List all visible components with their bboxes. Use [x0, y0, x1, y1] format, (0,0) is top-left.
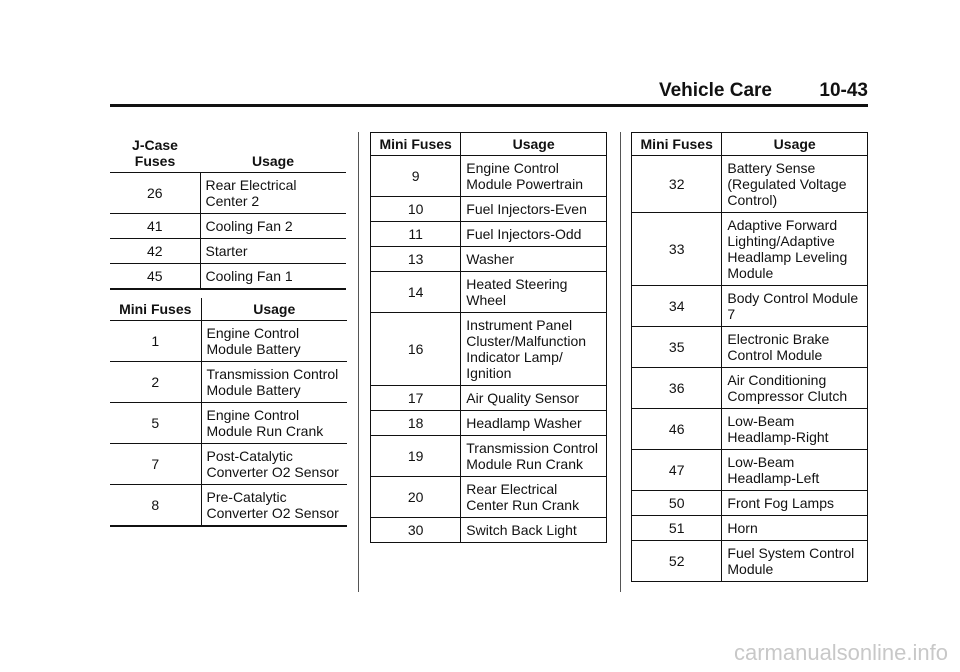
fuse-usage: Battery Sense (Regulated Voltage Control): [722, 156, 868, 213]
table-row: [371, 197, 607, 222]
page-header: [110, 80, 868, 100]
fuse-usage: Washer: [461, 247, 607, 272]
fuse-number: 19: [371, 436, 461, 477]
fuse-number: 36: [632, 368, 722, 409]
fuse-usage: Switch Back Light: [461, 518, 607, 543]
table-row: [371, 411, 607, 436]
table-row: [110, 321, 347, 362]
fuse-usage: Horn: [722, 516, 868, 541]
column-header: Usage: [722, 133, 868, 156]
table-row: [632, 156, 868, 213]
fuse-number: 20: [371, 477, 461, 518]
fuse-usage: Post-Catalytic Converter O2 Sensor: [201, 444, 347, 485]
header-rule: [110, 104, 868, 107]
column-divider: [620, 132, 621, 592]
table-row: [110, 239, 346, 264]
table-header-row: [632, 133, 868, 156]
fuse-usage: Air Conditioning Compressor Clutch: [722, 368, 868, 409]
table-row: [371, 518, 607, 543]
fuse-number: 41: [110, 214, 200, 239]
table-row: [632, 491, 868, 516]
table-row: [632, 213, 868, 286]
fuse-number: 7: [110, 444, 201, 485]
table-row: [110, 264, 346, 290]
fuse-number: 5: [110, 403, 201, 444]
fuse-usage: Pre-Catalytic Converter O2 Sensor: [201, 485, 347, 527]
jcase-fuses-table: [110, 134, 346, 290]
column-header: Mini Fuses: [371, 133, 461, 156]
fuse-number: 17: [371, 386, 461, 411]
table-row: [371, 386, 607, 411]
table-row: [632, 450, 868, 491]
table-row: [632, 409, 868, 450]
fuse-usage: Fuel System Control Module: [722, 541, 868, 582]
fuse-usage: Front Fog Lamps: [722, 491, 868, 516]
column-divider: [358, 132, 359, 592]
table-row: [110, 403, 347, 444]
table-header-row: [110, 298, 347, 321]
column-header: Mini Fuses: [632, 133, 722, 156]
fuse-usage: Heated Steering Wheel: [461, 272, 607, 313]
fuse-usage: Fuel Injectors-Odd: [461, 222, 607, 247]
fuse-number: 9: [371, 156, 461, 197]
fuse-number: 2: [110, 362, 201, 403]
fuse-usage: Cooling Fan 2: [200, 214, 346, 239]
fuse-number: 14: [371, 272, 461, 313]
fuse-usage: Electronic Brake Control Module: [722, 327, 868, 368]
table-header-row: [110, 134, 346, 173]
mini-fuses-table-2: [370, 132, 607, 543]
fuse-number: 51: [632, 516, 722, 541]
mini1-body: [110, 321, 347, 527]
fuse-usage: Rear Electrical Center 2: [200, 173, 346, 214]
fuse-number: 11: [371, 222, 461, 247]
fuse-number: 16: [371, 313, 461, 386]
table-row: [371, 247, 607, 272]
mini2-body: [371, 156, 607, 543]
table-row: [110, 173, 346, 214]
fuse-usage: Fuel Injectors-Even: [461, 197, 607, 222]
fuse-usage: Transmission Control Module Run Crank: [461, 436, 607, 477]
table-row: [371, 222, 607, 247]
fuse-number: 47: [632, 450, 722, 491]
fuse-number: 10: [371, 197, 461, 222]
table-row: [632, 327, 868, 368]
column-header: Usage: [461, 133, 607, 156]
table-row: [371, 272, 607, 313]
fuse-usage: Instrument Panel Cluster/Malfunction Indicator Lamp/ Ignition: [461, 313, 607, 386]
table-row: [110, 485, 347, 527]
table-row: [632, 541, 868, 582]
fuse-usage: Body Control Module 7: [722, 286, 868, 327]
mini-fuses-table-1: [110, 298, 347, 527]
jcase-body: [110, 173, 346, 290]
fuse-number: 32: [632, 156, 722, 213]
fuse-number: 8: [110, 485, 201, 527]
table-row: [371, 156, 607, 197]
fuse-usage: Starter: [200, 239, 346, 264]
table-row: [371, 436, 607, 477]
fuse-number: 50: [632, 491, 722, 516]
table-row: [632, 286, 868, 327]
fuse-usage: Air Quality Sensor: [461, 386, 607, 411]
table-row: [110, 214, 346, 239]
column-header: Usage: [200, 134, 346, 173]
table-row: [632, 516, 868, 541]
table-row: [371, 313, 607, 386]
fuse-number: 18: [371, 411, 461, 436]
column-header: Mini Fuses: [110, 298, 201, 321]
fuse-usage: Engine Control Module Run Crank: [201, 403, 347, 444]
table-header-row: [371, 133, 607, 156]
fuse-number: 35: [632, 327, 722, 368]
fuse-number: 52: [632, 541, 722, 582]
fuse-number: 34: [632, 286, 722, 327]
fuse-number: 42: [110, 239, 200, 264]
fuse-number: 1: [110, 321, 201, 362]
fuse-number: 46: [632, 409, 722, 450]
fuse-usage: Adaptive Forward Lighting/Adaptive Headlamp Leveling Module: [722, 213, 868, 286]
column-header: J-Case Fuses: [110, 134, 200, 173]
mini-fuses-table-3: [631, 132, 868, 582]
page-number: 10-43: [819, 80, 868, 101]
fuse-usage: Cooling Fan 1: [200, 264, 346, 290]
fuse-usage: Transmission Control Module Battery: [201, 362, 347, 403]
section-title: Vehicle Care: [658, 80, 772, 101]
table-row: [110, 362, 347, 403]
fuse-number: 30: [371, 518, 461, 543]
table-row: [371, 477, 607, 518]
fuse-number: 33: [632, 213, 722, 286]
fuse-usage: Low-Beam Headlamp-Right: [722, 409, 868, 450]
watermark-text: carmanualsonline.info: [733, 640, 948, 665]
fuse-usage: Engine Control Module Battery: [201, 321, 347, 362]
fuse-usage: Headlamp Washer: [461, 411, 607, 436]
table-row: [632, 368, 868, 409]
fuse-usage: Low-Beam Headlamp-Left: [722, 450, 868, 491]
fuse-number: 26: [110, 173, 200, 214]
fuse-number: 13: [371, 247, 461, 272]
fuse-usage: Rear Electrical Center Run Crank: [461, 477, 607, 518]
column-header: Usage: [201, 298, 347, 321]
table-row: [110, 444, 347, 485]
fuse-usage: Engine Control Module Powertrain: [461, 156, 607, 197]
mini3-body: [632, 156, 868, 582]
fuse-number: 45: [110, 264, 200, 290]
